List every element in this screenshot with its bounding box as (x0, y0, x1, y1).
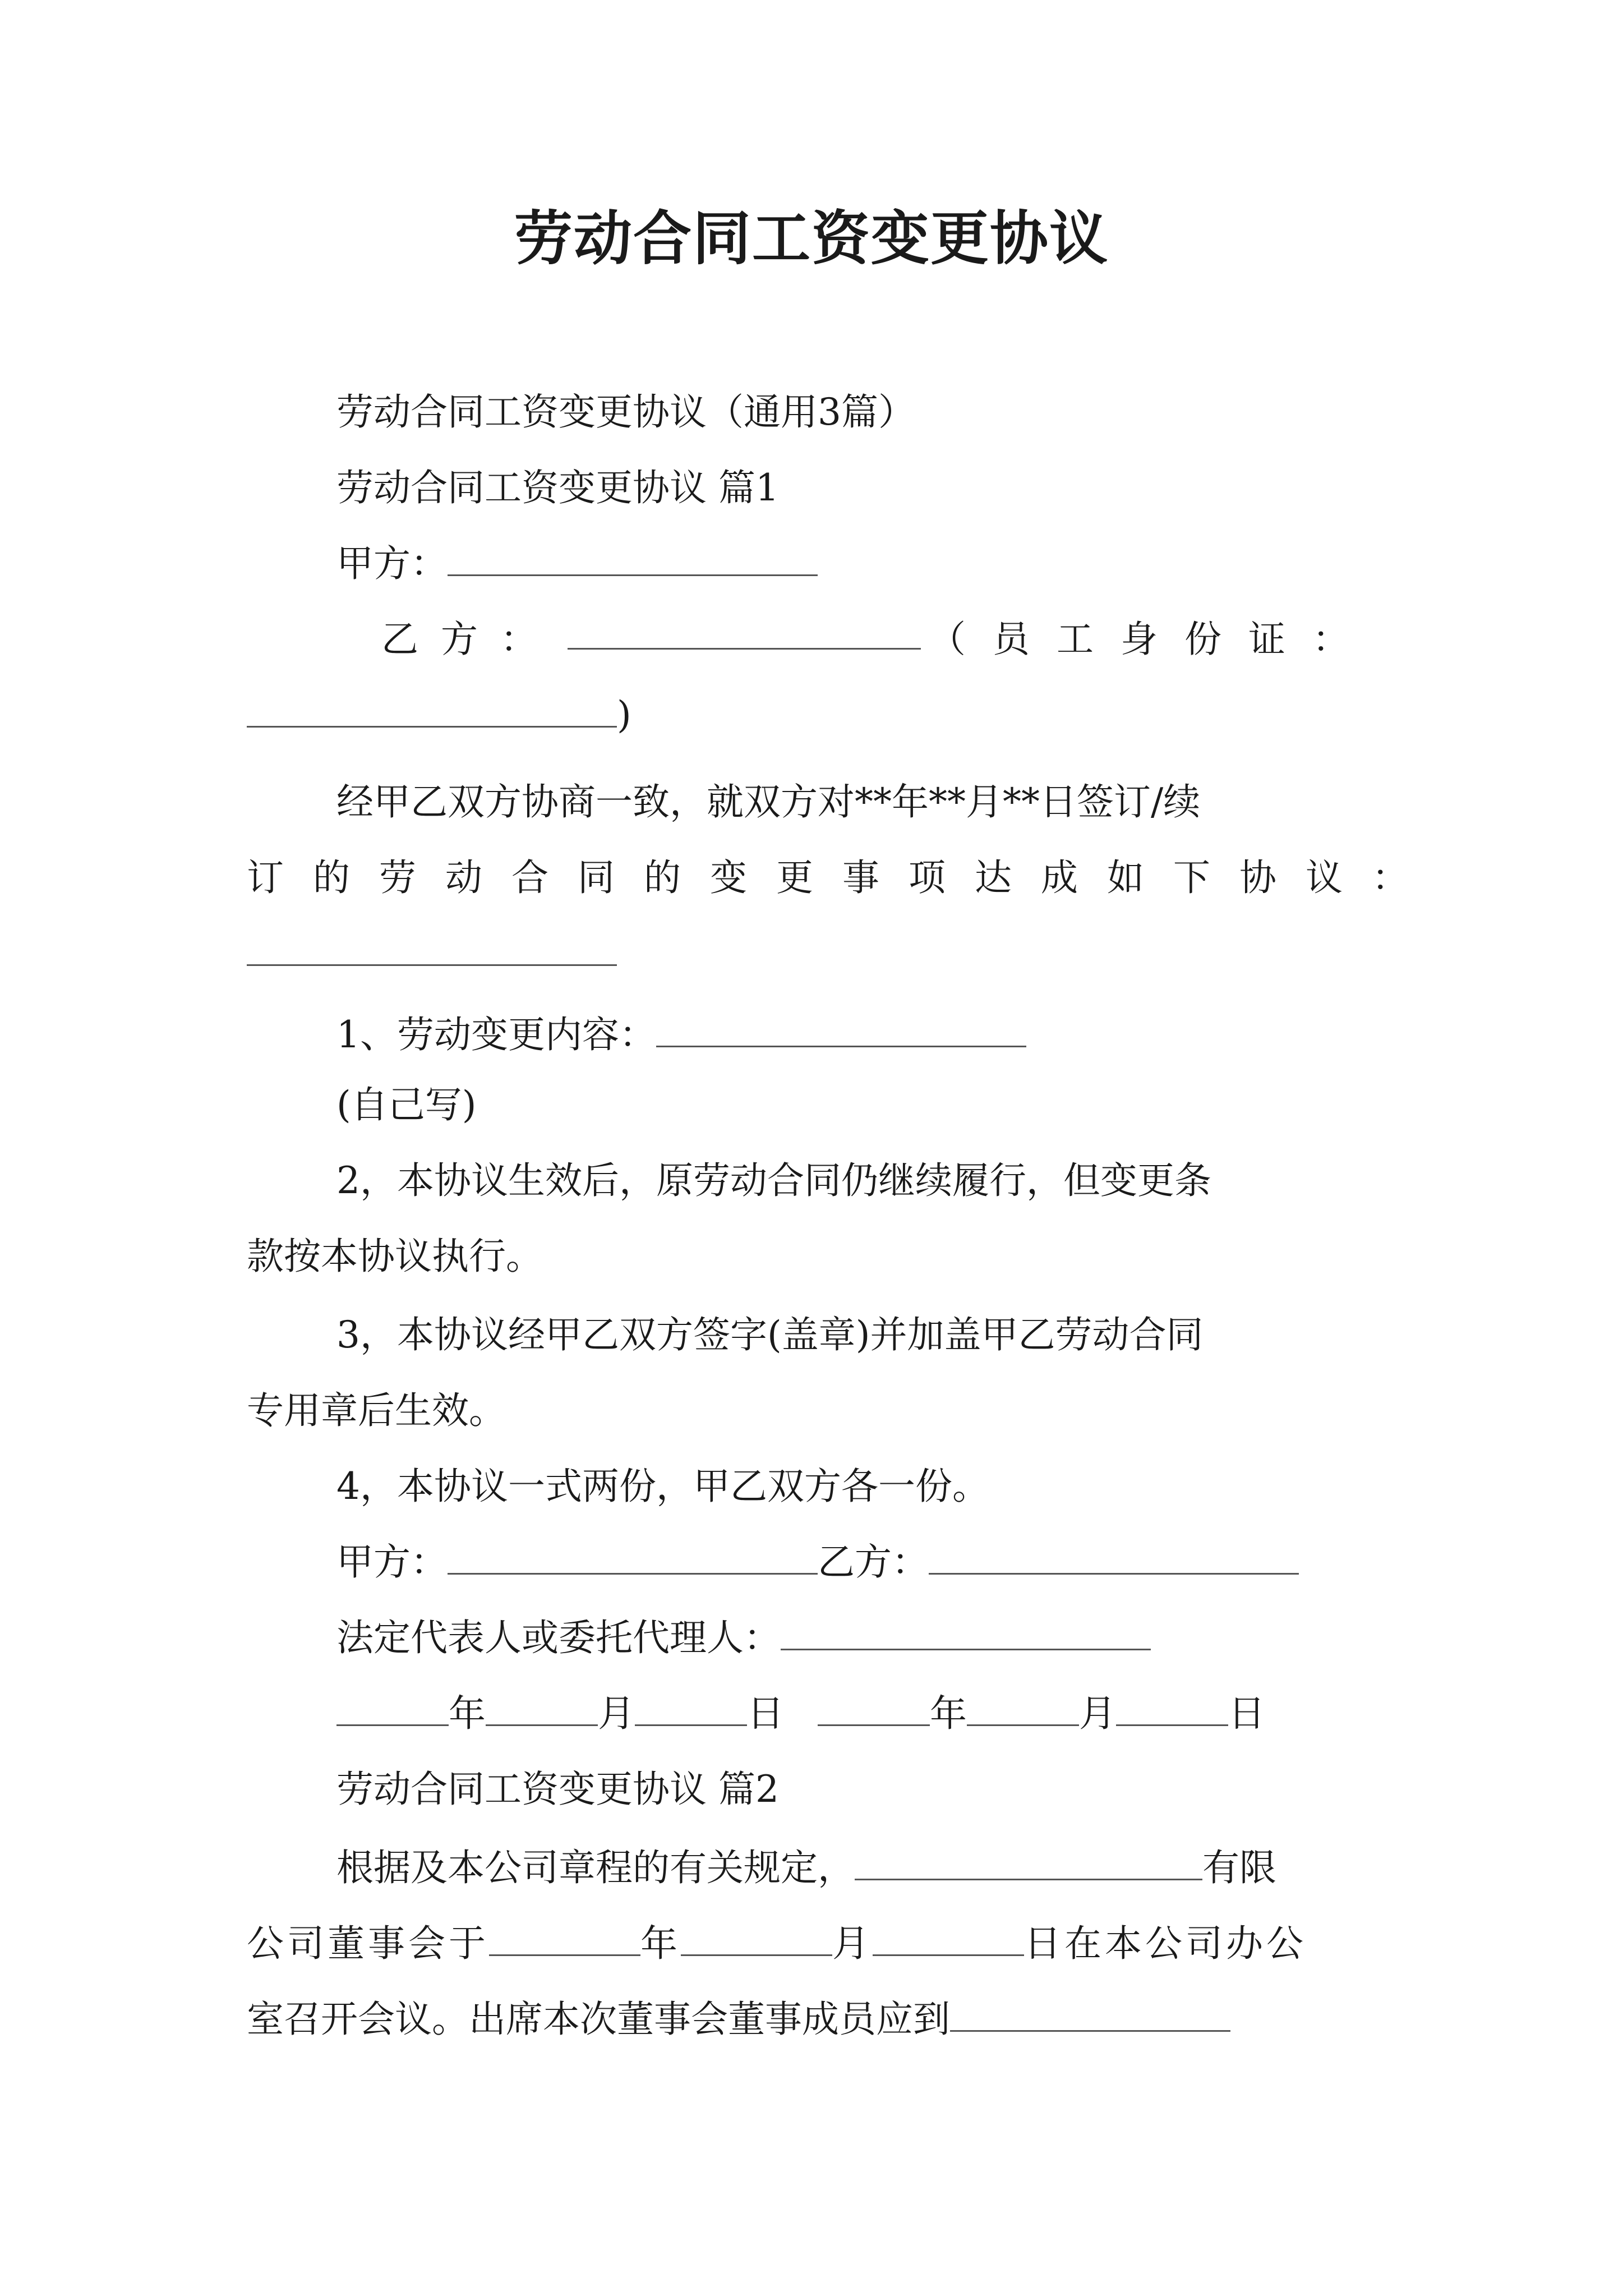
item-4: 4，本协议一式两份，甲乙双方各一份。 (336, 1465, 989, 1508)
directors-count-blank (950, 1996, 1230, 2032)
item-2-line-1: 2，本协议生效后，原劳动合同仍继续履行，但变更条 (336, 1159, 1211, 1202)
paragraph-intro-1: 经甲乙双方协商一致，就双方对**年**月**日签订/续 (336, 780, 1201, 823)
party-b-blank (568, 614, 921, 650)
legal-representative-blank (781, 1615, 1151, 1650)
section2-line-1-end: 有限 (1202, 1846, 1276, 1889)
item-3-line-1: 3，本协议经甲乙双方签字(盖章)并加盖甲乙劳动合同 (336, 1313, 1204, 1356)
item-2-line-2: 款按本协议执行。 (247, 1235, 543, 1278)
party-a-label: 甲方： (336, 542, 448, 585)
id-card-close: ) (617, 693, 631, 737)
subtitle-collection: 劳动合同工资变更协议（通用3篇） (336, 390, 915, 434)
section2-line-2 (247, 1918, 1307, 1969)
signature-dates (336, 1688, 1265, 1739)
date-a-year-label: 年 (449, 1692, 486, 1735)
intro-blank (247, 931, 617, 966)
item-1-label: 1、劳动变更内容： (336, 1013, 656, 1056)
section-heading-1: 劳动合同工资变更协议 篇1 (336, 466, 779, 509)
date-a-year-blank (336, 1691, 449, 1726)
signature-parties (336, 1537, 1299, 1588)
section2-line-2-end: 日在本公司办公 (1024, 1922, 1307, 1965)
document-title: 劳动合同工资变更协议 (514, 204, 1109, 273)
legal-representative-label: 法定代表人或委托代理人： (336, 1616, 781, 1659)
date-a-day-blank (635, 1691, 747, 1726)
item-1-note: (自己写) (336, 1083, 477, 1126)
item-1 (336, 1010, 1026, 1060)
item-1-blank (656, 1012, 1026, 1047)
legal-representative (336, 1613, 1151, 1663)
date-a-month-label: 月 (598, 1692, 635, 1735)
date-a-month-blank (486, 1691, 598, 1726)
company-name-blank (855, 1845, 1202, 1880)
party-a-line (336, 539, 818, 589)
paragraph-intro-2: 订的劳动合同的变更事项达成如下协议： (247, 856, 1438, 899)
party-b-line (247, 614, 1376, 665)
meeting-day-blank (873, 1921, 1024, 1956)
party-b-label: 乙方： (381, 618, 560, 661)
section2-line-3-text: 室召开会议。出席本次董事会董事成员应到 (247, 1998, 950, 2041)
sign-party-b-blank (929, 1539, 1299, 1575)
id-card-line (247, 690, 631, 740)
date-b-year-label: 年 (930, 1692, 967, 1735)
sign-party-a-blank (448, 1539, 818, 1575)
sign-party-b-label: 乙方： (818, 1540, 929, 1584)
meeting-year-blank (489, 1921, 640, 1956)
meeting-month-label: 月 (832, 1922, 873, 1965)
section2-line-1-text: 根据及本公司章程的有关规定， (336, 1846, 855, 1889)
meeting-year-label: 年 (640, 1922, 681, 1965)
section2-line-3 (247, 1994, 1230, 2045)
id-card-label: （员工身份证： (929, 618, 1376, 661)
meeting-month-blank (681, 1921, 832, 1956)
intro-blank-line (247, 928, 617, 979)
date-b-year-blank (818, 1691, 930, 1726)
id-card-blank (247, 692, 617, 728)
date-b-month-blank (967, 1691, 1079, 1726)
item-3-line-2: 专用章后生效。 (247, 1389, 506, 1432)
section2-line-2-text: 公司董事会于 (247, 1922, 489, 1965)
date-a-day-label: 日 (747, 1692, 784, 1735)
date-b-month-label: 月 (1079, 1692, 1116, 1735)
date-b-day-label: 日 (1228, 1692, 1265, 1735)
section2-line-1 (336, 1843, 1276, 1893)
party-a-blank (448, 541, 818, 576)
section-heading-2: 劳动合同工资变更协议 篇2 (336, 1768, 779, 1811)
sign-party-a-label: 甲方： (336, 1540, 448, 1584)
date-b-day-blank (1116, 1691, 1228, 1726)
